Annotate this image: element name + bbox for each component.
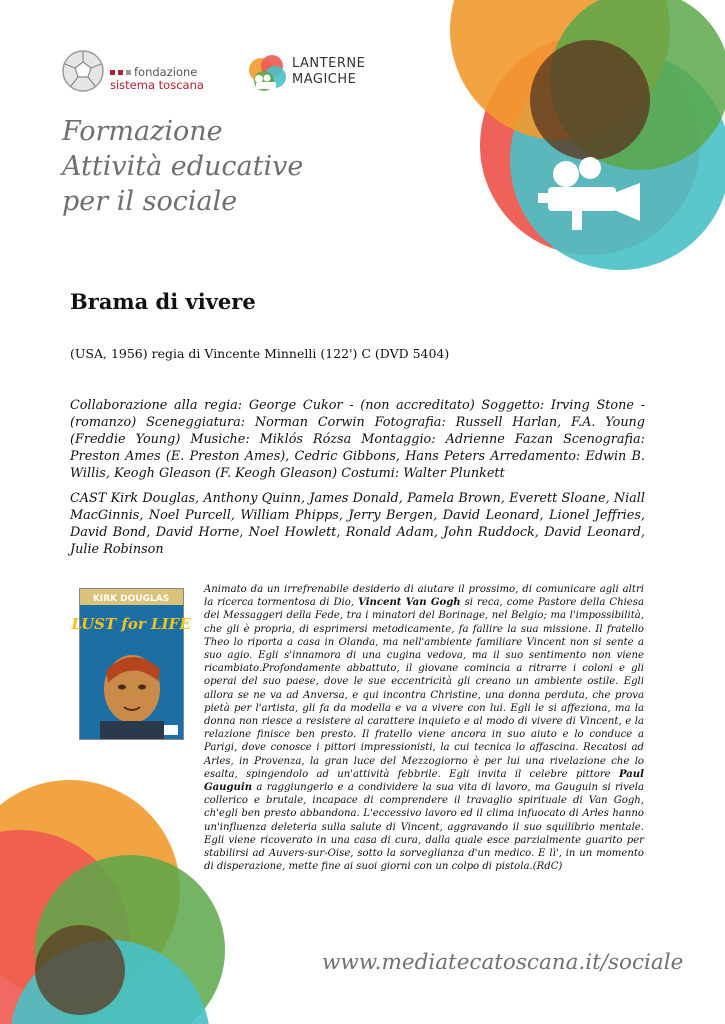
magiche-label: MAGICHE bbox=[292, 72, 357, 87]
lanterne-magiche-mark-icon bbox=[246, 52, 290, 96]
poster-title-text: LUST for LIFE bbox=[71, 615, 191, 633]
section-header bbox=[62, 114, 303, 219]
brown-overlap bbox=[35, 925, 125, 1015]
header-line-3: per il sociale bbox=[62, 186, 238, 217]
film-synopsis bbox=[204, 583, 644, 873]
header-line-1: Formazione bbox=[62, 116, 223, 147]
soccer-ball-globe-icon bbox=[62, 50, 104, 92]
poster-actor-text: KIRK DOUGLAS bbox=[92, 594, 170, 604]
brown-overlap bbox=[530, 40, 650, 160]
synopsis-part-3: a raggiungerlo e a condividere la sua vita di lavoro, ma Gauguin si rivela collerico e brutale, incapace di comprendere il travaglio spirituale di Van Gogh, ch'egli ben presto abbandona. L'eccessivo lavoro ed il clima infuocato di Arles hanno un'influenza deleteria sulla salute di Vincent, aggravando il suo squilibrio mentale. Egli viene ricoverato in una casa di cura, dalla quale esce parzialmente guarito per stabilirsi ad Auvers-sur-Oise, sotto la sorveglianza d'un medico. E lì', in un momento di disperazione, mette fine ai suoi giorni con un colpo di pistola.(RdC) bbox=[204, 782, 644, 873]
film-cast: CAST Kirk Douglas, Anthony Quinn, James Donald, Pamela Brown, Everett Sloane, Niall MacGinnis, Noel Purcell, William Phipps, Jerry Bergen, David Leonard, Lionel Jeffries, David Bond, David Horne, Noel Howlett, Ronald Adam, John Ruddock, David Leonard, Julie Robinson bbox=[70, 491, 645, 557]
fondazione-label: fondazione bbox=[134, 65, 198, 79]
lanterne-magiche-text bbox=[292, 56, 365, 88]
synopsis-part-1: Animato da un irrefrenabile desiderio di aiutare il prossimo, di comunicare agli altri la ricerca tormentosa di Dio, bbox=[204, 584, 644, 609]
synopsis-part-2: si reca, come Pastore della Chiesa dei Messaggeri della Fede, tra i minatori del Borinage, nel Belgio; ma l'impossibilità, che gli è propria, di esprimersi metodicamente, fa fallire la sua missione. Il fratello Theo lo riporta a casa in Olanda, ma nell'ambiente familiare Vincent non si sente a suo agio. Egli s'innamora di una cugina vedova, ma il suo sentimento non viene ricambiato.Profondamente abbattuto, il giovane comincia a ritrarre i coloni e gli operai del suo paese, dove le sue eccentricità gli creano un ambiente ostile. Egli allora se ne va ad Anversa, e qui incontra Christine, una donna perduta, che prova pietà per l'artista, gli fa da modella e va a vivere con lui. Egli le si affeziona, ma la donna non riesce a resistere al carattere inquieto e al modo di vivere di Vincent, e la relazione finisce ben presto. Il fratello viene ancora in suo aiuto e lo conduce a Parigi, dove conosce i pittori impressionisti, la cui tecnica lo affascina. Recatosi ad Arles, in Provenza, la gran luce del Mezzogiorno è per lui una rivelazione che lo esalta, spingendolo ad un'attività febbrile. Egli invita il celebre pittore bbox=[204, 597, 644, 780]
synopsis-name-gauguin: Paul Gauguin bbox=[204, 768, 644, 794]
film-title: Brama di vivere bbox=[70, 289, 256, 314]
film-credits: Collaborazione alla regia: George Cukor - (non accreditato) Soggetto: Irving Stone - (romanzo) Sceneggiatura: Norman Corwin Fotografia: Russell Harlan, F.A. Young (Freddie Young) Musiche: Miklós Rózsa Montaggio: Adrienne Fazan Scenografia: Preston Ames (E. Preston Ames), Cedric Gibbons, Hans Peters Arredamento: Edwin B. Willis, Keogh Gleason (F. Keogh Gleason) Costumi: Walter Plunkett bbox=[70, 398, 645, 481]
lanterne-magiche-logo bbox=[246, 52, 371, 100]
synopsis-name-vincent: Vincent Van Gogh bbox=[358, 597, 461, 609]
header-line-2: Attività educative bbox=[62, 151, 304, 182]
dvd-cover-image bbox=[71, 588, 191, 740]
website-link[interactable]: www.mediatecatoscana.it/sociale bbox=[322, 950, 684, 975]
fondazione-sistema-toscana-logo bbox=[62, 46, 212, 102]
lanterne-label: LANTERNE bbox=[292, 56, 366, 71]
fondazione-logo-text bbox=[110, 66, 204, 92]
film-info: (USA, 1956) regia di Vincente Minnelli (122') C (DVD 5404) bbox=[70, 346, 450, 361]
sistema-toscana-label: sistema toscana bbox=[110, 78, 204, 92]
